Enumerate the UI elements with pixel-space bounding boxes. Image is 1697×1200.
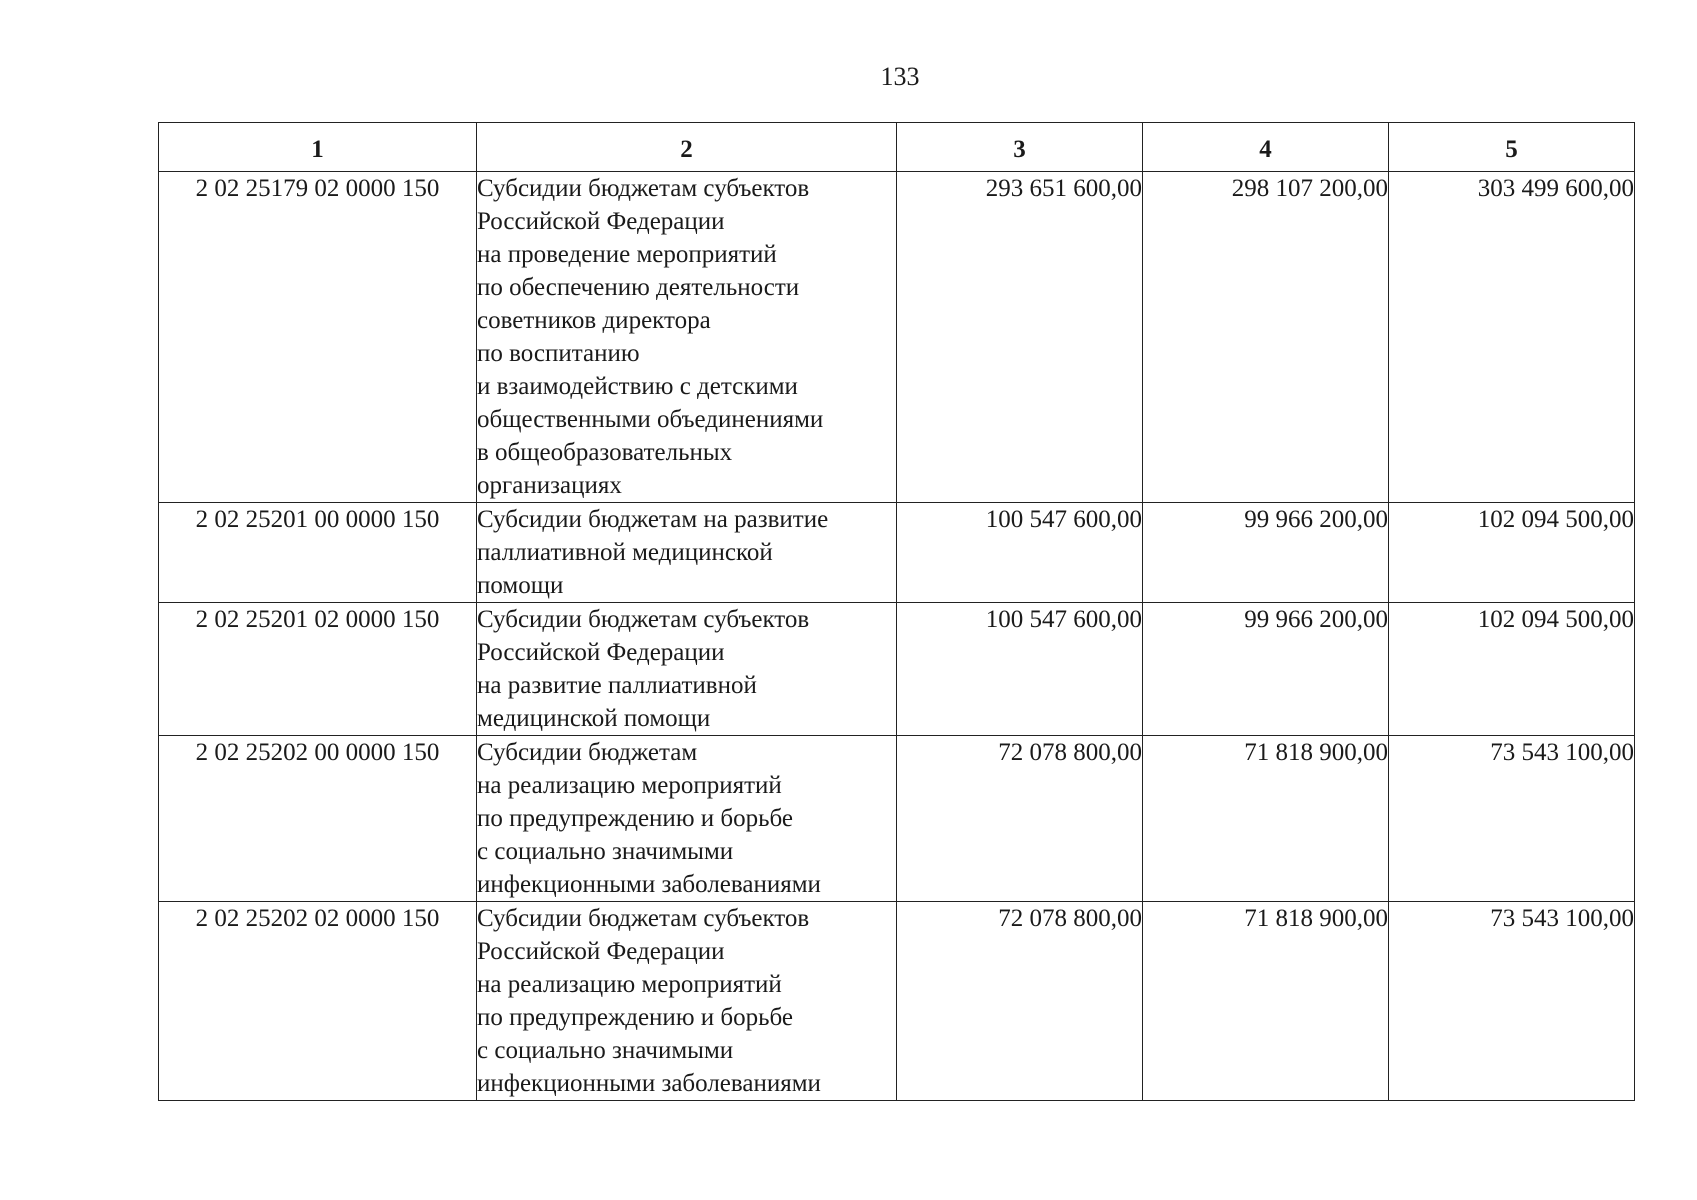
description-cell bbox=[477, 736, 897, 902]
description-line: по воспитанию bbox=[477, 340, 640, 367]
amount-cell-5: 303 499 600,00 bbox=[1389, 172, 1635, 503]
table-row bbox=[159, 503, 1635, 603]
description-line: на проведение мероприятий bbox=[477, 241, 777, 268]
description-line: Российской Федерации bbox=[477, 208, 725, 235]
amount-cell-5: 102 094 500,00 bbox=[1389, 503, 1635, 603]
description-line: по предупреждению и борьбе bbox=[477, 805, 793, 832]
budget-code-cell: 2 02 25201 02 0000 150 bbox=[159, 603, 477, 736]
header-col-5: 5 bbox=[1389, 123, 1635, 172]
description-line: организациях bbox=[477, 472, 622, 499]
budget-code-cell: 2 02 25201 00 0000 150 bbox=[159, 503, 477, 603]
table-row bbox=[159, 603, 1635, 736]
description-line: на реализацию мероприятий bbox=[477, 971, 782, 998]
budget-code-cell: 2 02 25179 02 0000 150 bbox=[159, 172, 477, 503]
description-line: инфекционными заболеваниями bbox=[477, 871, 821, 898]
page-number: 133 bbox=[880, 62, 920, 91]
header-row bbox=[159, 123, 1635, 172]
header-col-4: 4 bbox=[1143, 123, 1389, 172]
budget-code-cell: 2 02 25202 02 0000 150 bbox=[159, 902, 477, 1101]
table-row bbox=[159, 172, 1635, 503]
description-line: с социально значимыми bbox=[477, 838, 734, 865]
amount-cell-3: 72 078 800,00 bbox=[897, 902, 1143, 1101]
header-col-3: 3 bbox=[897, 123, 1143, 172]
amount-cell-3: 100 547 600,00 bbox=[897, 603, 1143, 736]
description-line: инфекционными заболеваниями bbox=[477, 1070, 821, 1097]
description-line: Российской Федерации bbox=[477, 938, 725, 965]
header-col-2: 2 bbox=[477, 123, 897, 172]
budget-table bbox=[158, 122, 1635, 1101]
description-line: по предупреждению и борьбе bbox=[477, 1004, 793, 1031]
budget-table-container bbox=[158, 122, 1634, 1101]
header-col-1: 1 bbox=[159, 123, 477, 172]
description-cell bbox=[477, 503, 897, 603]
description-line: на реализацию мероприятий bbox=[477, 772, 782, 799]
amount-cell-4: 298 107 200,00 bbox=[1143, 172, 1389, 503]
table-row bbox=[159, 902, 1635, 1101]
description-cell bbox=[477, 172, 897, 503]
amount-cell-4: 99 966 200,00 bbox=[1143, 603, 1389, 736]
description-line: медицинской помощи bbox=[477, 705, 711, 732]
description-line: по обеспечению деятельности bbox=[477, 274, 800, 301]
description-line: общественными объединениями bbox=[477, 406, 824, 433]
description-line: и взаимодействию с детскими bbox=[477, 373, 798, 400]
description-line: Субсидии бюджетам субъектов bbox=[477, 606, 810, 633]
description-line: Субсидии бюджетам субъектов bbox=[477, 175, 810, 202]
amount-cell-4: 99 966 200,00 bbox=[1143, 503, 1389, 603]
description-line: паллиативной медицинской bbox=[477, 539, 773, 566]
amount-cell-3: 293 651 600,00 bbox=[897, 172, 1143, 503]
amount-cell-4: 71 818 900,00 bbox=[1143, 902, 1389, 1101]
table-body bbox=[159, 172, 1635, 1101]
amount-cell-3: 100 547 600,00 bbox=[897, 503, 1143, 603]
description-cell bbox=[477, 603, 897, 736]
amount-cell-5: 73 543 100,00 bbox=[1389, 902, 1635, 1101]
description-line: в общеобразовательных bbox=[477, 439, 733, 466]
description-line: Российской Федерации bbox=[477, 639, 725, 666]
amount-cell-3: 72 078 800,00 bbox=[897, 736, 1143, 902]
budget-code-cell: 2 02 25202 00 0000 150 bbox=[159, 736, 477, 902]
description-line: помощи bbox=[477, 572, 564, 599]
description-line: с социально значимыми bbox=[477, 1037, 734, 1064]
table-row bbox=[159, 736, 1635, 902]
description-line: Субсидии бюджетам субъектов bbox=[477, 905, 810, 932]
description-line: Субсидии бюджетам на развитие bbox=[477, 506, 829, 533]
description-line: на развитие паллиативной bbox=[477, 672, 757, 699]
description-line: Субсидии бюджетам bbox=[477, 739, 698, 766]
amount-cell-5: 73 543 100,00 bbox=[1389, 736, 1635, 902]
description-line: советников директора bbox=[477, 307, 711, 334]
amount-cell-4: 71 818 900,00 bbox=[1143, 736, 1389, 902]
description-cell bbox=[477, 902, 897, 1101]
amount-cell-5: 102 094 500,00 bbox=[1389, 603, 1635, 736]
